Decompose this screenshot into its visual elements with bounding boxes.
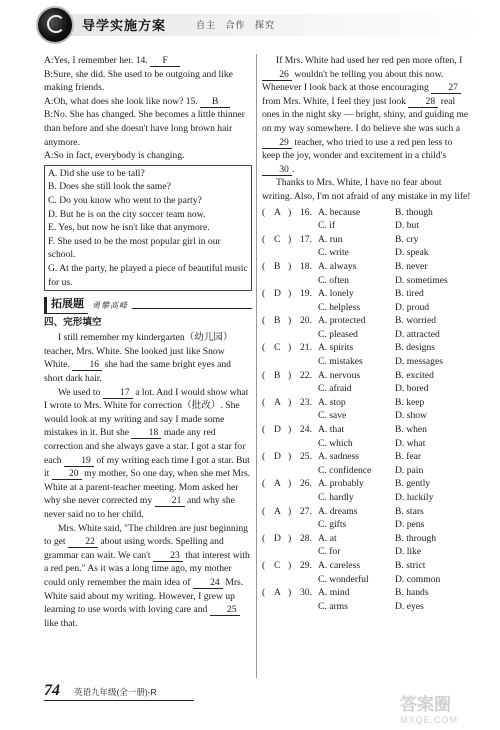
option-a: A. protected [318, 315, 366, 327]
question-row-2 [262, 600, 472, 614]
option-d: D. speak [395, 247, 429, 259]
paren-close: ) [288, 342, 292, 354]
option-a: A. lonely [318, 288, 354, 300]
passage-text: made any red correction and she always gave a star. I got a star for each [44, 427, 246, 466]
option-c: C. confidence [318, 464, 372, 476]
paren-close: ) [288, 206, 292, 218]
option-c: C. which [318, 437, 353, 449]
passage-text: Mrs. White said about my writing. However, I grew up learning to use words with loving care and [44, 576, 244, 616]
option-c: C. hardly [318, 492, 354, 503]
passage-text: and why she never said no to her child. [44, 495, 235, 520]
question-row [262, 423, 472, 437]
option-d: D. pain [395, 464, 424, 476]
left-column [44, 54, 252, 630]
passage-text: teacher, who tried to use a red pen less to keep the joy, wonder and excitement in a child's [262, 136, 453, 162]
question-row-2 [262, 301, 472, 315]
passage-text: . [292, 163, 295, 175]
paren-close: ) [288, 451, 292, 463]
passage-paragraph [44, 522, 252, 631]
passage-paragraph [44, 331, 252, 385]
spacer [262, 274, 318, 288]
option-d: D. what [395, 437, 426, 449]
question-row [262, 314, 472, 328]
answer-blank: F [150, 55, 180, 67]
paren-close: ) [288, 478, 292, 490]
question-number: 16. [300, 206, 312, 218]
dialog-text: A:So in fact, everybody is changing. [44, 150, 185, 162]
option-b: B. stars [395, 505, 424, 517]
paren-close: ) [288, 587, 292, 599]
option-d: D. messages [395, 356, 443, 368]
paren-open: ( [262, 532, 266, 544]
question-row-2 [262, 491, 472, 505]
blank-number: 28 [408, 96, 438, 108]
question-answer: B [274, 315, 281, 327]
page-number: 74 [44, 682, 60, 699]
watermark-sub: MXQE.COM [400, 715, 459, 725]
question-row-2 [262, 545, 472, 559]
option-b: B. keep [395, 396, 425, 408]
blank-number: 25 [210, 604, 240, 616]
spacer [262, 600, 318, 614]
question-answer: A [274, 396, 281, 408]
section-header [44, 297, 252, 314]
question-answer: C [274, 233, 281, 245]
spacer [262, 437, 318, 451]
question-row-2 [262, 573, 472, 587]
option-d: D. common [395, 573, 441, 585]
question-answer: B [274, 369, 281, 381]
question-row-2 [262, 464, 472, 478]
dialog-text: B:Sure, she did. She used to be outgoing and like making friends. [44, 68, 233, 94]
passage-text: of my writing each time I got a star. But it [44, 454, 250, 480]
footer-rule [44, 700, 194, 701]
watermark [400, 690, 492, 724]
question-answer: A [274, 478, 281, 490]
question-number: 23. [300, 396, 312, 408]
column-divider [256, 54, 257, 678]
option-b: B. hands [395, 587, 429, 599]
option-c: C. afraid [318, 383, 352, 395]
question-number: 21. [300, 342, 312, 354]
option-b: B. designs [395, 342, 435, 354]
option-a: A. because [318, 206, 361, 218]
question-answer: C [274, 342, 281, 354]
dialog-text: A:Oh, what does she look like now? 15. [44, 95, 198, 107]
blank-number: 23 [153, 550, 183, 562]
option-d: D. eyes [395, 600, 424, 612]
paren-open: ( [262, 451, 266, 463]
question-answer: D [274, 288, 281, 300]
option-d: D. proud [395, 301, 430, 313]
option-item: D. But he is on the city soccer team now. [48, 208, 206, 220]
dialog-text: A:Yes, I remember her. 14. [44, 55, 148, 66]
option-item: B. Does she still look the same? [48, 181, 171, 193]
blank-number: 29 [262, 137, 292, 149]
blank-number: 20 [52, 468, 82, 480]
question-row [262, 559, 472, 573]
option-b: B. when [395, 424, 427, 436]
option-b: B. never [395, 260, 428, 272]
option-c: C. helpless [318, 301, 361, 313]
question-answer: A [274, 587, 281, 599]
paren-close: ) [288, 369, 292, 381]
paren-open: ( [262, 260, 266, 272]
paren-close: ) [288, 288, 292, 300]
blank-number: 24 [193, 577, 223, 589]
passage-text: that interest with a red pen." As it was a long time ago, my mother could only remember the main idea of [44, 549, 250, 588]
passage-text: about using words. Spelling and grammar can wait. We can't [44, 536, 224, 561]
option-a: A. mind [318, 587, 350, 599]
question-answer: A [274, 505, 281, 517]
section-title: 拓展题 [44, 297, 88, 314]
option-d: D. show [395, 410, 427, 422]
section-subtitle: 勇攀高峰 [92, 300, 128, 310]
option-b: B. tired [395, 288, 424, 300]
question-row-2 [262, 246, 472, 260]
passage-text: my mother, So one day, when she met Mrs. White at a parent-teacher meeting. Mom asked her why she never corrected my [44, 468, 251, 507]
option-d: D. bored [395, 383, 429, 395]
spacer [262, 573, 318, 587]
question-row [262, 206, 472, 220]
option-a: A. sadness [318, 451, 360, 463]
paren-open: ( [262, 342, 266, 354]
passage-text: a lot. And I would show what I wrote to Mrs. White for correction（批改）. She would look at my writing and say I made some mistakes in it. But she [44, 386, 249, 439]
passage-text: like that. [44, 617, 78, 629]
paren-close: ) [288, 505, 292, 517]
passage-paragraph [44, 386, 252, 522]
paren-close: ) [288, 532, 292, 544]
spacer [262, 246, 318, 260]
left-passage [44, 331, 252, 630]
question-row-2 [262, 355, 472, 369]
passage-text: Thanks to Mrs. White, I have no fear about writing. Also, I'm not afraid of any mistake in my life! [262, 177, 471, 202]
paren-open: ( [262, 505, 266, 517]
moon-logo-icon [36, 6, 74, 44]
passage-paragraph [262, 176, 472, 203]
option-c: C. save [318, 410, 347, 422]
blank-number: 26 [262, 69, 292, 81]
option-d: D. attracted [395, 328, 440, 340]
blank-number: 22 [68, 536, 98, 548]
option-a: A. at [318, 532, 337, 544]
option-c: C. often [318, 274, 349, 286]
question-number: 18. [300, 260, 312, 272]
blank-number: 30 [262, 164, 292, 176]
header-tags: 自主 合作 探究 [196, 20, 276, 30]
paren-open: ( [262, 206, 266, 218]
spacer [262, 328, 318, 342]
passage-text: If Mrs. White had used her red pen more often, I [276, 55, 463, 66]
question-row-2 [262, 437, 472, 451]
passage-text: I still remember my kindergarten（幼儿园）teacher, Mrs. White. She looked just like Snow White. [44, 332, 233, 371]
dialog-line [44, 95, 252, 109]
option-b: B. excited [395, 369, 434, 381]
option-b: B. cry [395, 233, 419, 245]
option-c: C. pleased [318, 328, 358, 340]
question-list [262, 206, 472, 614]
option-item: C. Do you know who went to the party? [48, 194, 202, 206]
question-row [262, 450, 472, 464]
question-number: 30. [300, 587, 312, 599]
blank-number: 17 [103, 387, 133, 399]
dialog-line [44, 149, 252, 163]
spacer [262, 491, 318, 505]
option-c: C. wonderful [318, 573, 369, 585]
option-c: C. if [318, 220, 336, 232]
blank-number: 21 [155, 495, 185, 507]
blank-number: 27 [431, 82, 461, 94]
dialog-line [44, 68, 252, 95]
option-c: C. mistakes [318, 356, 363, 368]
paren-open: ( [262, 424, 266, 436]
question-row [262, 396, 472, 410]
option-a: A. spirits [318, 342, 354, 354]
paren-open: ( [262, 587, 266, 599]
option-b: B. though [395, 206, 433, 218]
option-a: A. careless [318, 559, 361, 571]
option-c: C. for [318, 546, 341, 558]
paren-close: ) [288, 260, 292, 272]
option-b: B. through [395, 532, 437, 544]
question-row [262, 233, 472, 247]
paren-close: ) [288, 233, 292, 245]
question-number: 29. [300, 559, 312, 571]
option-b: B. worried [395, 315, 437, 327]
option-d: D. sometimes [395, 274, 448, 286]
paren-close: ) [288, 396, 292, 408]
option-item: A. Did she use to be tall? [48, 167, 145, 179]
dialog-text: B:No. She has changed. She becomes a little thinner than before and she doesn't have long brown hair anymore. [44, 109, 245, 148]
spacer [262, 355, 318, 369]
spacer [262, 219, 318, 233]
question-number: 17. [300, 233, 312, 245]
options-box [44, 165, 252, 291]
question-answer: C [274, 559, 281, 571]
page-header [0, 0, 500, 48]
blank-number: 18 [131, 427, 161, 439]
paren-open: ( [262, 288, 266, 300]
paren-open: ( [262, 233, 266, 245]
book-title: 英语九年级(全一册)-R [74, 687, 157, 697]
question-row-2 [262, 274, 472, 288]
answer-blank: B [200, 96, 230, 108]
option-a: A. that [318, 424, 345, 436]
passage-text: wouldn't be telling you about this now. Whenever I look back at those encouraging [262, 68, 444, 94]
option-b: B. gently [395, 478, 431, 490]
question-row-2 [262, 328, 472, 342]
paren-open: ( [262, 369, 266, 381]
blank-number: 19 [64, 455, 94, 467]
blank-number: 16 [72, 359, 102, 371]
question-row [262, 287, 472, 301]
question-answer: D [274, 451, 281, 463]
section-rule [132, 302, 252, 309]
paren-open: ( [262, 396, 266, 408]
paren-open: ( [262, 478, 266, 490]
dialog-line [44, 54, 252, 68]
question-row [262, 369, 472, 383]
option-a: A. dreams [318, 505, 358, 517]
option-c: C. write [318, 247, 349, 259]
option-item: G. At the party, he played a piece of beautiful music for us. [48, 262, 248, 288]
question-number: 28. [300, 532, 312, 544]
option-a: A. always [318, 260, 357, 272]
cloze-heading: 四、完形填空 [44, 316, 102, 328]
passage-text: Mrs. White said, "The children are just beginning to get [44, 522, 248, 548]
watermark-text: 答案圈 [400, 695, 451, 714]
question-row [262, 260, 472, 274]
question-number: 20. [300, 315, 312, 327]
option-a: A. nervous [318, 369, 361, 381]
option-item: E. Yes, but now he isn't like that anymore. [48, 222, 210, 234]
question-number: 27. [300, 505, 312, 517]
paren-close: ) [288, 424, 292, 436]
paren-close: ) [288, 315, 292, 327]
spacer [262, 545, 318, 559]
option-b: B. fear [395, 451, 422, 463]
question-number: 26. [300, 478, 312, 490]
passage-paragraph [262, 54, 472, 176]
option-d: D. but [395, 220, 419, 232]
spacer [262, 382, 318, 396]
option-a: A. run [318, 233, 343, 245]
spacer [262, 409, 318, 423]
question-number: 22. [300, 369, 312, 381]
question-answer: D [274, 532, 281, 544]
question-answer: B [274, 260, 281, 272]
option-a: A. stop [318, 396, 346, 408]
option-c: C. gifts [318, 519, 347, 531]
question-answer: D [274, 424, 281, 436]
question-row [262, 586, 472, 600]
passage-text: from Mrs. White, I feel they just look [262, 95, 409, 107]
option-d: D. luckily [395, 492, 434, 503]
option-b: B. strict [395, 559, 426, 571]
dialog-block [44, 54, 252, 163]
right-passage [262, 54, 472, 204]
passage-text: We used to [58, 386, 103, 398]
right-column [262, 54, 472, 613]
question-answer: A [274, 206, 281, 218]
passage-text: she had the same bright eyes and short dark hair. [44, 359, 231, 385]
option-d: D. pens [395, 519, 425, 531]
option-item: F. She used to be the most popular girl in our school. [48, 235, 221, 261]
question-number: 25. [300, 451, 312, 463]
paren-open: ( [262, 315, 266, 327]
option-c: C. arms [318, 600, 348, 612]
dialog-line [44, 108, 252, 149]
question-row [262, 341, 472, 355]
header-title: 导学实施方案 [82, 18, 167, 33]
question-row-2 [262, 409, 472, 423]
spacer [262, 464, 318, 478]
paren-close: ) [288, 559, 292, 571]
question-row-2 [262, 518, 472, 532]
question-number: 24. [300, 424, 312, 436]
question-row-2 [262, 219, 472, 233]
option-d: D. like [395, 546, 422, 558]
spacer [262, 518, 318, 532]
paren-open: ( [262, 559, 266, 571]
question-row-2 [262, 382, 472, 396]
question-row [262, 505, 472, 519]
option-a: A. probably [318, 478, 364, 490]
passage-text: real ones in the night sky — bright, shiny, and guiding me on my way somewhere. I do believe she was such a [262, 95, 469, 134]
question-number: 19. [300, 288, 312, 300]
question-row [262, 532, 472, 546]
question-row [262, 477, 472, 491]
spacer [262, 301, 318, 315]
